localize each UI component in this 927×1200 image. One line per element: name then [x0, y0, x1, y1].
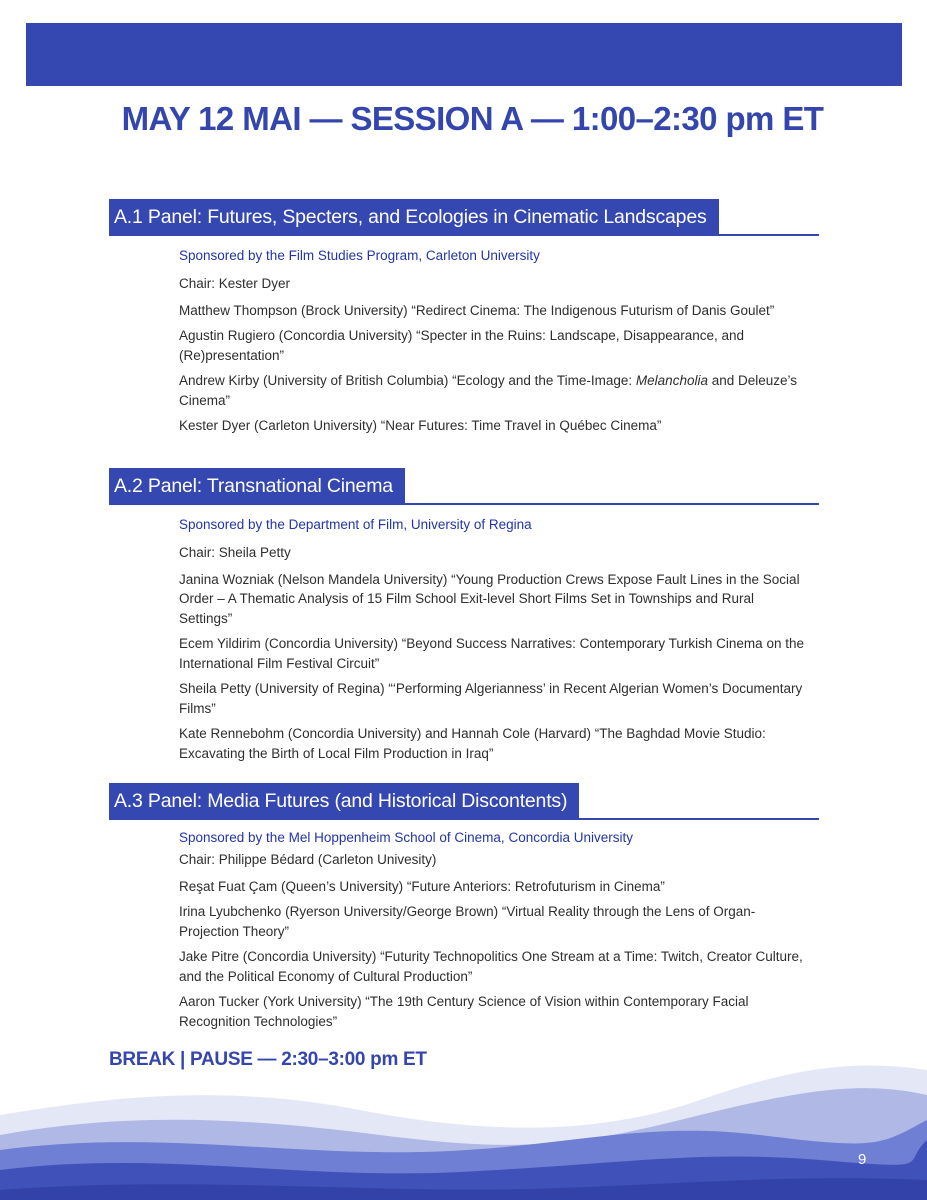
panel-chair: Chair: Philippe Bédard (Carleton Univesity) [179, 852, 437, 867]
panel-sponsor: Sponsored by the Mel Hoppenheim School of Cinema, Concordia University [179, 830, 633, 845]
panel-header [109, 782, 819, 820]
paper-text: Kester Dyer (Carleton University) “Near Futures: Time Travel in Québec Cinema” [179, 418, 662, 433]
paper-text: Ecem Yildirim (Concordia University) “Beyond Success Narratives: Contemporary Turkish Cinema on the International Film Festival Circuit” [179, 636, 804, 671]
panel-chair: Chair: Kester Dyer [179, 276, 291, 291]
film-title: Melancholia [635, 373, 708, 388]
paper-text-continued: and Deleuze’s Cinema” [179, 373, 798, 408]
paper-entry [179, 947, 809, 986]
paper-entry [179, 877, 809, 897]
panel-a2 [109, 467, 819, 769]
paper-text: Aaron Tucker (York University) “The 19th Century Science of Vision within Contemporary Facial Recognition Technologies” [179, 994, 749, 1029]
paper-text: Kate Rennebohm (Concordia University) and Hannah Cole (Harvard) “The Baghdad Movie Studio: Excavating the Birth of Local Film Production in Iraq” [179, 726, 766, 761]
page-number: 9 [858, 1151, 867, 1168]
panel-title: A.2 Panel: Transnational Cinema [109, 468, 405, 505]
paper-text: Irina Lyubchenko (Ryerson University/George Brown) “Virtual Reality through the Lens of Organ-Projection Theory” [179, 904, 756, 939]
paper-entry [179, 679, 809, 718]
paper-entry [179, 724, 809, 763]
panel-header [109, 467, 819, 505]
paper-entry [179, 570, 809, 629]
panel-sponsor: Sponsored by the Department of Film, University of Regina [179, 517, 532, 532]
panel-title: A.3 Panel: Media Futures (and Historical Discontents) [109, 783, 579, 820]
panel-a1 [109, 198, 819, 442]
paper-entry [179, 371, 809, 410]
paper-text: Sheila Petty (University of Regina) “‘Performing Algerianness’ in Recent Algerian Women’s Documentary Films” [179, 681, 803, 716]
paper-text: Janina Wozniak (Nelson Mandela University) “Young Production Crews Expose Fault Lines in the Social Order – A Thematic Analysis of 15 Film School Exit-level Short Films Set in Townships and Rural Settings” [179, 571, 800, 626]
paper-text: Andrew Kirby (University of British Columbia) “Ecology and the Time-Image: [179, 373, 636, 388]
header-banner [26, 23, 902, 86]
panel-title: A.1 Panel: Futures, Specters, and Ecologies in Cinematic Landscapes [109, 199, 719, 236]
panel-chair: Chair: Sheila Petty [179, 545, 291, 560]
panel-sponsor: Sponsored by the Film Studies Program, Carleton University [179, 248, 540, 263]
paper-entry [179, 902, 809, 941]
paper-entry [179, 326, 809, 365]
paper-text: Jake Pitre (Concordia University) “Futurity Technopolitics One Stream at a Time: Twitch, Creator Culture, and the Political Economy of Cultural Production” [179, 949, 803, 984]
panel-header [109, 198, 819, 236]
paper-text: Agustin Rugiero (Concordia University) “Specter in the Ruins: Landscape, Disappearance, and (Re)presentation” [179, 328, 745, 363]
paper-text: Matthew Thompson (Brock University) “Redirect Cinema: The Indigenous Futurism of Danis Goulet” [179, 302, 775, 318]
paper-entry [179, 992, 809, 1031]
session-title: MAY 12 MAI — SESSION A — 1:00–2:30 pm ET [121, 100, 824, 137]
paper-entry [179, 634, 809, 673]
break-label: BREAK | PAUSE — 2:30–3:00 pm ET [109, 1049, 427, 1070]
paper-entry [179, 416, 809, 436]
paper-text: Reşat Fuat Çam (Queen’s University) “Future Anteriors: Retrofuturism in Cinema” [179, 878, 665, 894]
paper-entry [179, 301, 809, 321]
panel-a3 [109, 782, 819, 1037]
